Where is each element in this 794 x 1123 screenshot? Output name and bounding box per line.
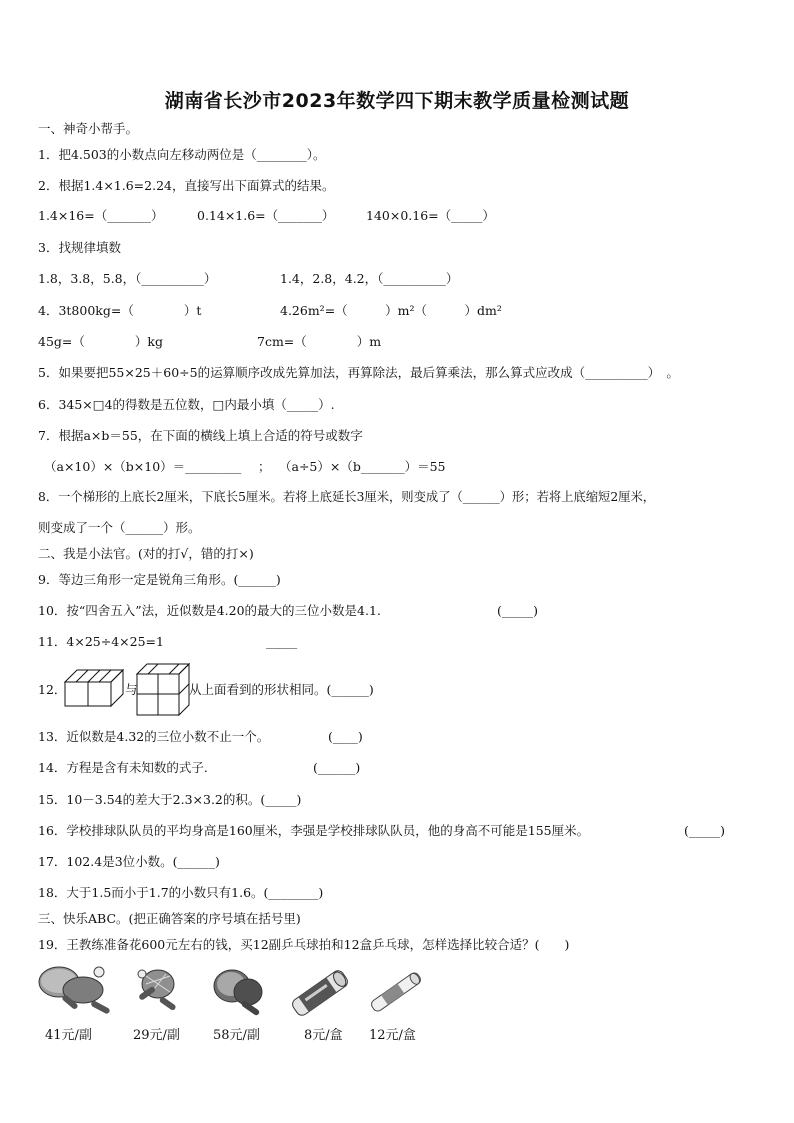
question-3a: 1.8，3.8，5.8，（__________） bbox=[38, 271, 217, 286]
question-13: 13．近似数是4.32的三位小数不止一个。 bbox=[38, 729, 270, 744]
cube-figure-left bbox=[64, 668, 124, 708]
question-11-answer: _____ bbox=[266, 634, 298, 649]
question-8-line2: 则变成了一个（______）形。 bbox=[38, 520, 201, 535]
question-2c: 140×0.16=（_____） bbox=[366, 208, 495, 223]
question-18: 18．大于1.5而小于1.7的小数只有1.6。(________) bbox=[38, 885, 324, 900]
paddle-set-icon bbox=[37, 964, 113, 1014]
question-5: 5．如果要把55×25＋60÷5的运算顺序改成先算加法，再算除法，最后算乘法，那么算式应改成（__________） 。 bbox=[38, 365, 679, 380]
question-2a: 1.4×16=（_______） bbox=[38, 208, 164, 223]
section-heading-3: 三、快乐ABC。(把正确答案的序号填在括号里) bbox=[38, 911, 301, 926]
ball-tube-small-icon bbox=[366, 966, 426, 1018]
question-16: 16．学校排球队队员的平均身高是160厘米，李强是学校排球队队员，他的身高不可能是155厘米。 bbox=[38, 823, 590, 838]
question-12-number: 12． bbox=[38, 682, 67, 697]
question-7-separator: ； bbox=[258, 459, 271, 474]
question-3: 3．找规律填数 bbox=[38, 240, 121, 255]
section-heading-2: 二、我是小法官。(对的打√，错的打×) bbox=[38, 546, 254, 561]
question-12-connector: 与 bbox=[125, 682, 138, 697]
question-9: 9．等边三角形一定是锐角三角形。(______) bbox=[38, 572, 281, 587]
question-4b: 4.26m²=（ ）m²（ ）dm² bbox=[280, 303, 502, 318]
question-4c: 45g=（ ）kg bbox=[38, 334, 163, 349]
question-2b: 0.14×1.6=（_______） bbox=[197, 208, 335, 223]
section-heading-1: 一、神奇小帮手。 bbox=[38, 121, 139, 136]
question-1: 1．把4.503的小数点向左移动两位是（________）。 bbox=[38, 147, 326, 162]
price-label: 29元/副 bbox=[133, 1028, 180, 1043]
price-label: 8元/盒 bbox=[304, 1028, 343, 1043]
question-16-answer: (_____) bbox=[684, 823, 726, 838]
paddle-pair-icon bbox=[210, 966, 268, 1016]
question-7a: （a×10）×（b×10）＝_________ bbox=[44, 459, 242, 474]
question-19: 19．王教练准备花600元左右的钱，买12副乒乓球拍和12盒乒乓球，怎样选择比较合适？( ) bbox=[38, 937, 570, 952]
question-3b: 1.4，2.8，4.2，（__________） bbox=[280, 271, 459, 286]
question-2: 2．根据1.4×1.6=2.24，直接写出下面算式的结果。 bbox=[38, 178, 335, 193]
question-14: 14．方程是含有未知数的式子. bbox=[38, 760, 208, 775]
question-10: 10．按“四舍五入”法，近似数是4.20的最大的三位小数是4.1. bbox=[38, 603, 381, 618]
page-title: 湖南省长沙市2023年数学四下期末教学质量检测试题 bbox=[164, 90, 630, 112]
ball-tube-icon bbox=[288, 968, 352, 1018]
paddle-net-icon bbox=[132, 966, 184, 1016]
question-12-text: 从上面看到的形状相同。(______) bbox=[189, 682, 374, 697]
question-6: 6．345×□4的得数是五位数，□内最小填（_____）. bbox=[38, 397, 335, 412]
price-label: 12元/盒 bbox=[369, 1028, 416, 1043]
question-17: 17．102.4是3位小数。(______) bbox=[38, 854, 220, 869]
question-7: 7．根据a×b＝55，在下面的横线上填上合适的符号或数字 bbox=[38, 428, 363, 443]
price-label: 58元/副 bbox=[213, 1028, 260, 1043]
question-4d: 7cm=（ ）m bbox=[257, 334, 382, 349]
question-13-answer: (____) bbox=[328, 729, 363, 744]
question-4a: 4．3t800kg=（ ）t bbox=[38, 303, 202, 318]
question-8-line1: 8．一个梯形的上底长2厘米，下底长5厘米。若将上底延长3厘米，则变成了（______）形；若将上底缩短2厘米， bbox=[38, 490, 656, 504]
question-7b: （a÷5）×（b_______）＝55 bbox=[279, 459, 446, 474]
question-15: 15．10－3.54的差大于2.3×3.2的积。(_____) bbox=[38, 792, 302, 807]
price-label: 41元/副 bbox=[45, 1028, 92, 1043]
question-11: 11．4×25÷4×25=1 bbox=[38, 634, 164, 649]
question-10-answer: (_____) bbox=[497, 603, 539, 618]
question-14-answer: (______) bbox=[313, 760, 361, 775]
cube-figure-right bbox=[136, 662, 190, 716]
